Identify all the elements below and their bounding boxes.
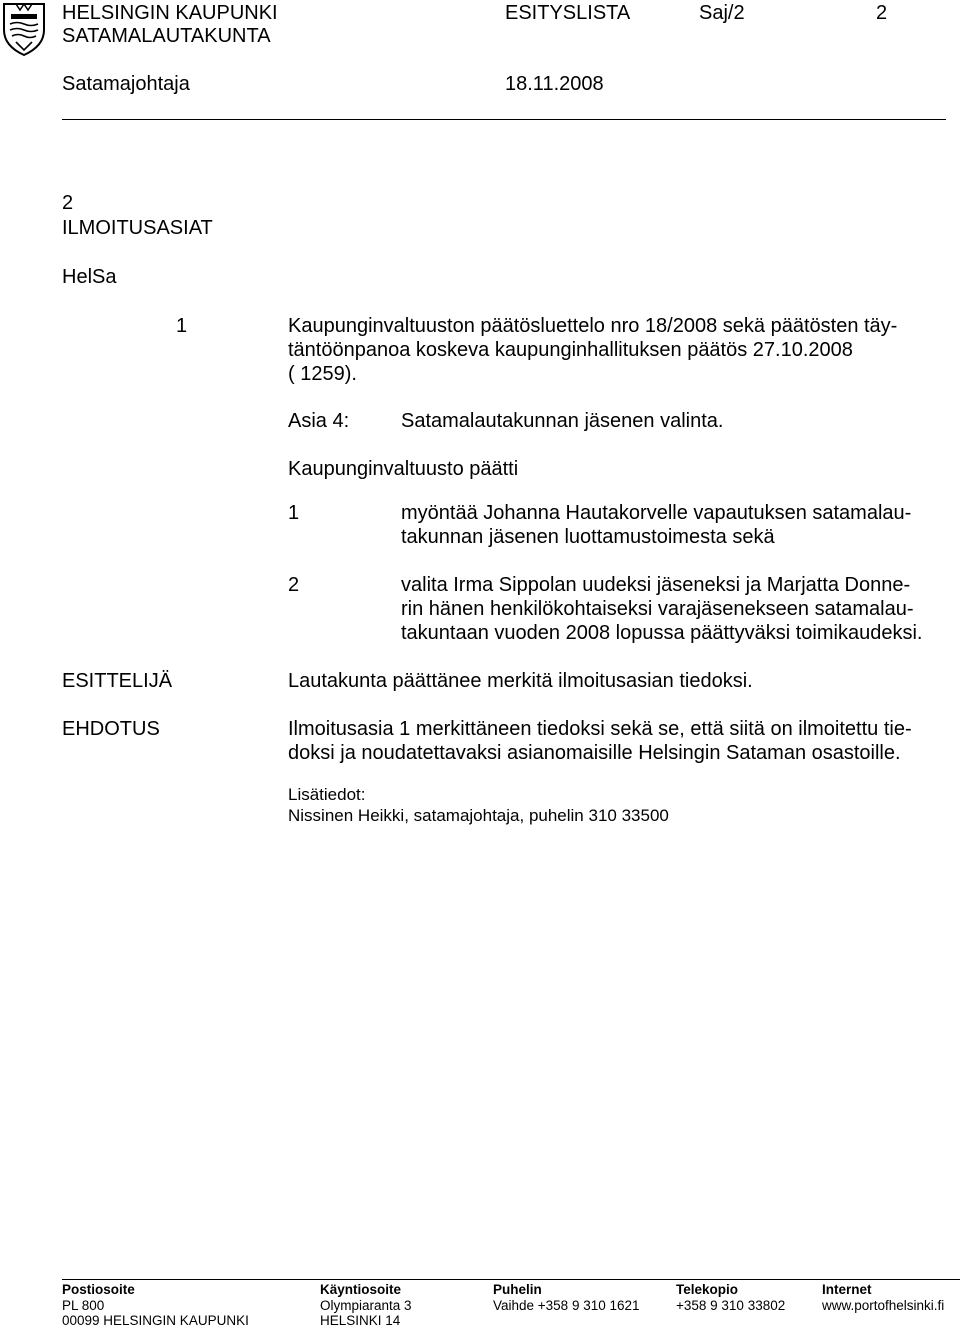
contact-text: Nissinen Heikki, satamajohtaja, puhelin 310 33500 (288, 806, 669, 825)
header-author: Satamajohtaja (62, 73, 190, 95)
item-line-3: ( 1259). (288, 363, 357, 385)
footer-internet-link[interactable]: www.portofhelsinki.fi (822, 1298, 945, 1313)
footer-phone: Vaihde +358 9 310 1621 (493, 1298, 640, 1313)
item-line-1: Kaupunginvaltuuston päätösluettelo nro 18/2008 sekä päätösten täy- (288, 315, 898, 337)
decision-2-line-2: rin hänen henkilökohtaiseksi varajäsenekseen satamalau- (401, 598, 914, 620)
header-doc-type: ESITYSLISTA (505, 2, 631, 24)
asia-label: Asia 4: (288, 410, 350, 432)
header-committee: SATAMALAUTAKUNTA (62, 25, 271, 47)
header-page-number: 2 (876, 2, 888, 24)
decision-2-number: 2 (288, 574, 300, 596)
footer-heading-internet: Internet (822, 1282, 872, 1297)
header-organization: HELSINGIN KAUPUNKI (62, 2, 278, 24)
decision-1-number: 1 (288, 502, 300, 524)
item-number: 1 (176, 315, 188, 337)
proposal-line-2: doksi ja noudatettavaksi asianomaisille Helsingin Sataman osastoille. (288, 742, 901, 764)
footer-visit-address-line-1: Olympiaranta 3 (320, 1298, 412, 1313)
helsinki-crest-logo (0, 0, 48, 58)
section-group: HelSa (62, 266, 117, 288)
decided-text: Kaupunginvaltuusto päätti (288, 458, 519, 480)
footer-heading-phone: Puhelin (493, 1282, 542, 1297)
decision-1-line-2: takunnan jäsenen luottamustoimesta sekä (401, 526, 775, 548)
footer-fax: +358 9 310 33802 (676, 1298, 786, 1313)
footer-rule (62, 1279, 960, 1280)
footer-heading-fax: Telekopio (676, 1282, 739, 1297)
decision-2-line-3: takuntaan vuoden 2008 lopussa päättyväksi toimikaudeksi. (401, 622, 923, 644)
decision-1-line-1: myöntää Johanna Hautakorvelle vapautuksen satamalau- (401, 502, 912, 524)
header-date: 18.11.2008 (505, 73, 604, 95)
proposal-label: EHDOTUS (62, 718, 160, 740)
header-rule (62, 119, 946, 120)
footer-visit-address-line-2: HELSINKI 14 (320, 1313, 401, 1328)
section-number: 2 (62, 192, 74, 214)
footer-heading-post-address: Postiosoite (62, 1282, 135, 1297)
contact-label: Lisätiedot: (288, 785, 366, 804)
footer-heading-visit-address: Käyntiosoite (320, 1282, 402, 1297)
presenter-text: Lautakunta päättänee merkitä ilmoitusasian tiedoksi. (288, 670, 753, 692)
presenter-label: ESITTELIJÄ (62, 670, 173, 692)
footer-post-address-line-2: 00099 HELSINGIN KAUPUNKI (62, 1313, 249, 1328)
decision-2-line-1: valita Irma Sippolan uudeksi jäseneksi ja Marjatta Donne- (401, 574, 911, 596)
header-doc-ref: Saj/2 (699, 2, 745, 24)
item-line-2: täntöönpanoa koskeva kaupunginhallituksen päätös 27.10.2008 (288, 339, 853, 361)
proposal-line-1: Ilmoitusasia 1 merkittäneen tiedoksi sekä se, että siitä on ilmoitettu tie- (288, 718, 912, 740)
section-title: ILMOITUSASIAT (62, 217, 213, 239)
asia-text: Satamalautakunnan jäsenen valinta. (401, 410, 724, 432)
footer-post-address-line-1: PL 800 (62, 1298, 105, 1313)
